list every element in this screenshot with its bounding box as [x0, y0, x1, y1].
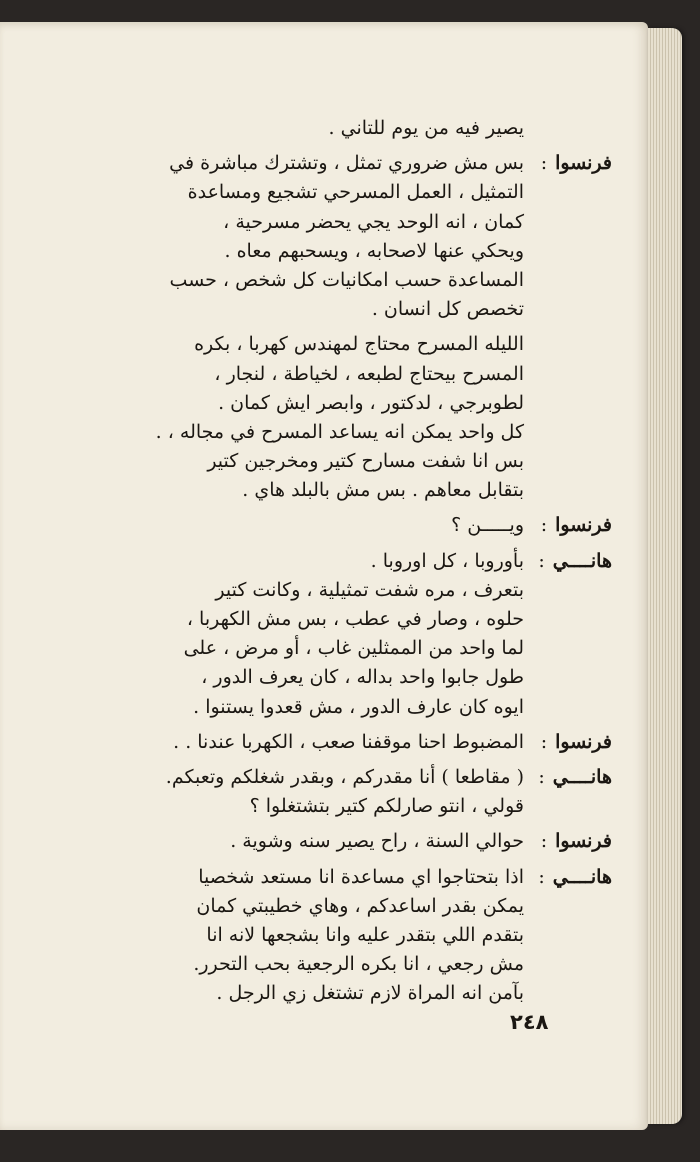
speaker-label: هانــــي:	[538, 765, 612, 788]
text-line: ايوه كان عارف الدور ، مش قعدوا يستنوا .	[193, 695, 524, 718]
speaker-name: هانــــي	[552, 865, 612, 888]
speech	[72, 114, 524, 143]
text-line: التمثيل ، العمل المسرحي تشجيع ومساعدة	[187, 181, 524, 204]
speaker-label	[524, 114, 612, 143]
speaker-label: هانــــي:	[538, 549, 612, 572]
dialogue-block	[72, 863, 612, 1009]
speech	[72, 728, 524, 757]
dialogue-block	[72, 728, 612, 757]
speaker-label: فرنسوا:	[540, 514, 612, 537]
dialogue-block	[72, 149, 612, 324]
speech	[72, 863, 524, 1009]
text-line: ويحكي عنها لاصحابه ، ويسحبهم معاه .	[224, 239, 524, 262]
speaker-label: فرنسوا:	[540, 152, 612, 175]
text-line: اذا بتحتاجوا اي مساعدة انا مستعد شخصيا	[198, 865, 524, 888]
text-line: طول جابوا واحد بداله ، كان يعرف الدور ،	[201, 666, 524, 689]
speaker-name: فرنسوا	[555, 514, 612, 537]
text-line: ويـــــن ؟	[451, 514, 524, 537]
speech	[72, 330, 524, 505]
speaker-name: هانــــي	[552, 765, 612, 788]
speaker-label: فرنسوا:	[540, 730, 612, 753]
text-line: ( مقاطعا ) أنا مقدركم ، وبقدر شغلكم وتعبكم.	[165, 765, 524, 788]
text-line: تخصص كل انسان .	[371, 298, 524, 321]
text-line: حوالي السنة ، راح يصير سنه وشوية .	[230, 830, 524, 853]
dialogue-text	[72, 114, 612, 1008]
text-line: كل واحد يمكن انه يساعد المسرح في مجاله ، .	[155, 420, 524, 443]
dialogue-block	[72, 114, 612, 143]
text-line: بتقابل معاهم . بس مش بالبلد هاي .	[242, 479, 524, 502]
text-line: بأوروبا ، كل اوروبا .	[370, 549, 524, 572]
dialogue-block	[72, 763, 612, 821]
text-line: قولي ، انتو صارلكم كتير بتشتغلوا ؟	[249, 795, 524, 818]
speaker-name: هانــــي	[552, 549, 612, 572]
text-line: بتقدم اللي بتقدر عليه وانا بشجعها لانه انا	[206, 923, 524, 946]
dialogue-block	[72, 547, 612, 722]
speech	[72, 763, 524, 821]
speaker-name: فرنسوا	[555, 830, 612, 853]
text-line: بتعرف ، مره شفت تمثيلية ، وكانت كتير	[215, 578, 524, 601]
text-line: يمكن بقدر اساعدكم ، وهاي خطيبتي كمان	[196, 894, 524, 917]
speaker-label: فرنسوا:	[540, 830, 612, 853]
text-line: لما واحد من الممثلين غاب ، أو مرض ، على	[183, 637, 524, 660]
text-line: بس مش ضروري تمثل ، وتشترك مباشرة في	[169, 152, 524, 175]
text-line: مش رجعي ، انا بكره الرجعية بحب التحرر.	[193, 953, 524, 976]
text-line: المضبوط احنا موقفنا صعب ، الكهربا عندنا . .	[173, 730, 524, 753]
speaker-label: هانــــي:	[538, 865, 612, 888]
speaker-label	[524, 330, 612, 505]
text-line: حلوه ، وصار في عطب ، بس مش الكهربا ،	[186, 608, 524, 631]
text-line: كمان ، انه الوحد يجي يحضر مسرحية ،	[223, 210, 524, 233]
dialogue-block	[72, 511, 612, 540]
speech	[72, 149, 524, 324]
text-line: لطوبرجي ، لدكتور ، وابصر ايش كمان .	[218, 391, 524, 414]
text-line: بس انا شفت مسارح كتير ومخرجين كتير	[207, 450, 524, 473]
text-line: يصير فيه من يوم للتاني .	[328, 117, 524, 139]
text-line: المسرح بيحتاج لطبعه ، لخياطة ، لنجار ،	[214, 362, 524, 385]
text-line: بآمن انه المراة لازم تشتغل زي الرجل .	[216, 982, 524, 1005]
speaker-name: فرنسوا	[555, 730, 612, 753]
dialogue-block	[72, 330, 612, 505]
speech	[72, 827, 524, 856]
text-line: المساعدة حسب امكانيات كل شخص ، حسب	[169, 268, 524, 291]
text-line: الليله المسرح محتاج لمهندس كهربا ، بكره	[194, 333, 524, 356]
page-number: ٢٤٨	[510, 1010, 549, 1034]
speaker-name: فرنسوا	[555, 152, 612, 175]
dialogue-block	[72, 827, 612, 856]
speech	[72, 547, 524, 722]
page-edges	[648, 28, 682, 1124]
speech	[72, 511, 524, 540]
